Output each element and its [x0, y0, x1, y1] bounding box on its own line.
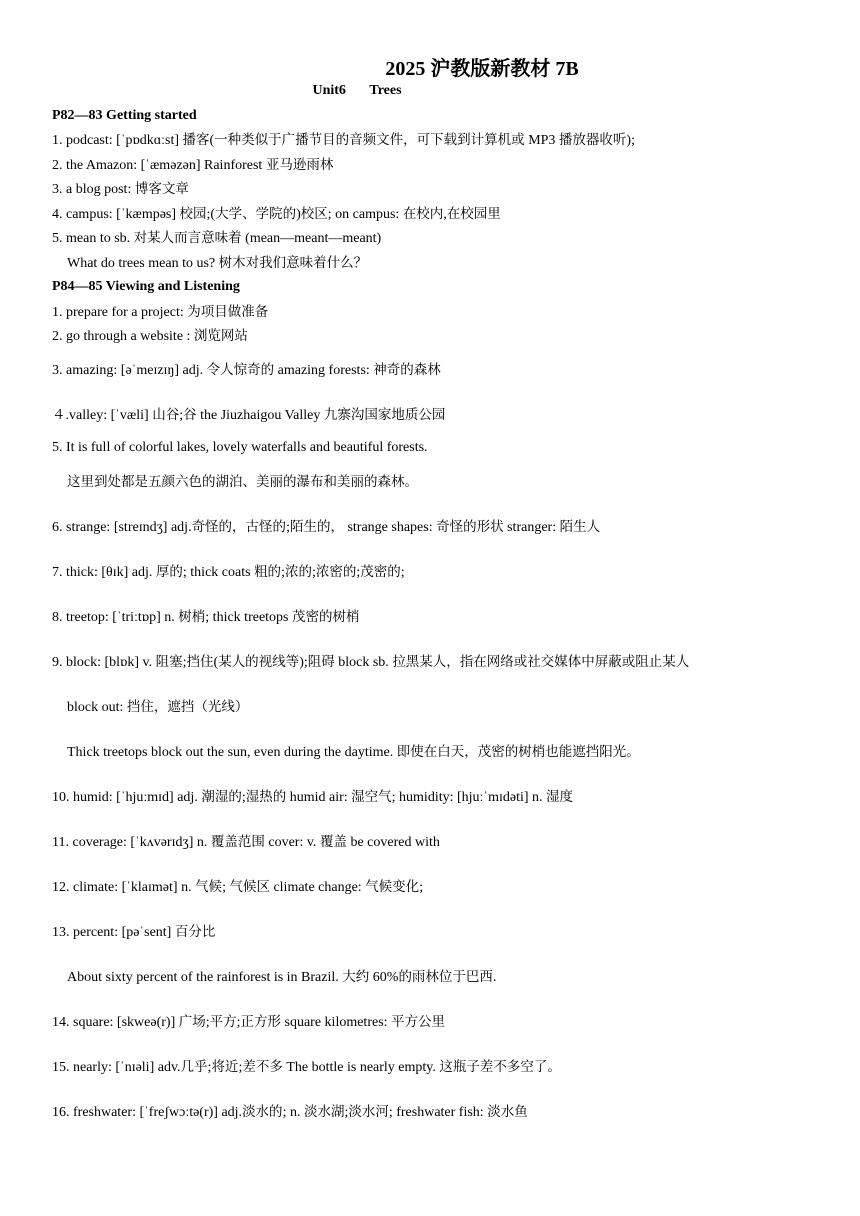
vocab-line: Thick treetops block out the sun, even during the daytime. 即使在白天，茂密的树梢也能遮挡阳光。	[67, 744, 640, 760]
vocab-line: 1. podcast: [ˈpɒdkɑːst] 播客(一种类似于广播节目的音频文件，可下载到计算机或 MP3 播放器收听);	[52, 132, 635, 148]
vocab-line: 8. treetop: [ˈtriːtɒp] n. 树梢; thick treetops 茂密的树梢	[52, 609, 360, 625]
vocab-line: 11. coverage: [ˈkʌvərɪdʒ] n. 覆盖范围 cover: v. 覆盖 be covered with	[52, 834, 440, 850]
section-heading: P84—85 Viewing and Listening	[52, 279, 240, 294]
vocab-line: 1. prepare for a project: 为项目做准备	[52, 304, 269, 320]
vocab-line: 5. It is full of colorful lakes, lovely waterfalls and beautiful forests.	[52, 440, 428, 455]
vocab-line: 16. freshwater: [ˈfreʃwɔːtə(r)] adj.淡水的; n. 淡水湖;淡水河; freshwater fish: 淡水鱼	[52, 1104, 528, 1120]
vocab-line: 7. thick: [θɪk] adj. 厚的; thick coats 粗的;浓的;浓密的;茂密的;	[52, 564, 405, 580]
vocab-line: 4. campus: [ˈkæmpəs] 校园;(大学、学院的)校区; on campus: 在校内,在校园里	[52, 206, 501, 222]
vocab-line: 3. amazing: [əˈmeɪzɪŋ] adj. 令人惊奇的 amazing forests: 神奇的森林	[52, 362, 441, 378]
vocab-line: 3. a blog post: 博客文章	[52, 181, 189, 197]
vocab-line: 5. mean to sb. 对某人而言意味着 (mean—meant—meant)	[52, 230, 382, 246]
vocab-line: 14. square: [skweə(r)] 广场;平方;正方形 square kilometres: 平方公里	[52, 1014, 446, 1030]
vocab-line: 10. humid: [ˈhjuːmɪd] adj. 潮湿的;湿热的 humid air: 湿空气; humidity: [hjuːˈmɪdəti] n. 湿度	[52, 789, 574, 805]
vocab-line: About sixty percent of the rainforest is in Brazil. 大约 60%的雨林位于巴西.	[67, 969, 497, 985]
unit-number: Unit6	[312, 83, 346, 98]
section-heading: P82—83 Getting started	[52, 108, 197, 123]
vocab-line: block out: 挡住，遮挡（光线）	[67, 699, 249, 715]
vocab-line: 12. climate: [ˈklaɪmət] n. 气候; 气候区 climate change: 气候变化;	[52, 879, 424, 895]
vocab-line: ４.valley: [ˈvæli] 山谷;谷 the Jiuzhaigou Valley 九寨沟国家地质公园	[52, 407, 446, 423]
vocab-line: 15. nearly: [ˈnɪəli] adv.几乎;将近;差不多 The bottle is nearly empty. 这瓶子差不多空了。	[52, 1059, 561, 1075]
vocab-line: 这里到处都是五颜六色的湖泊、美丽的瀑布和美丽的森林。	[67, 474, 418, 490]
vocab-line: 6. strange: [streɪndʒ] adj.奇怪的，古怪的;陌生的， strange shapes: 奇怪的形状 stranger: 陌生人	[52, 519, 601, 535]
vocab-line: 2. the Amazon: [ˈæməzən] Rainforest 亚马逊雨林	[52, 157, 334, 173]
vocab-line: 9. block: [blɒk] v. 阻塞;挡住(某人的视线等);阻碍 block sb. 拉黑某人，指在网络或社交媒体中屏蔽或阻止某人	[52, 654, 690, 670]
unit-heading	[0, 83, 714, 99]
vocab-line: What do trees mean to us? 树木对我们意味着什么？	[67, 255, 368, 271]
vocab-line: 13. percent: [pəˈsent] 百分比	[52, 924, 216, 940]
unit-topic: Trees	[369, 83, 402, 98]
vocab-line: 2. go through a website : 浏览网站	[52, 328, 248, 344]
document-title: 2025 沪教版新教材 7B	[385, 58, 579, 80]
